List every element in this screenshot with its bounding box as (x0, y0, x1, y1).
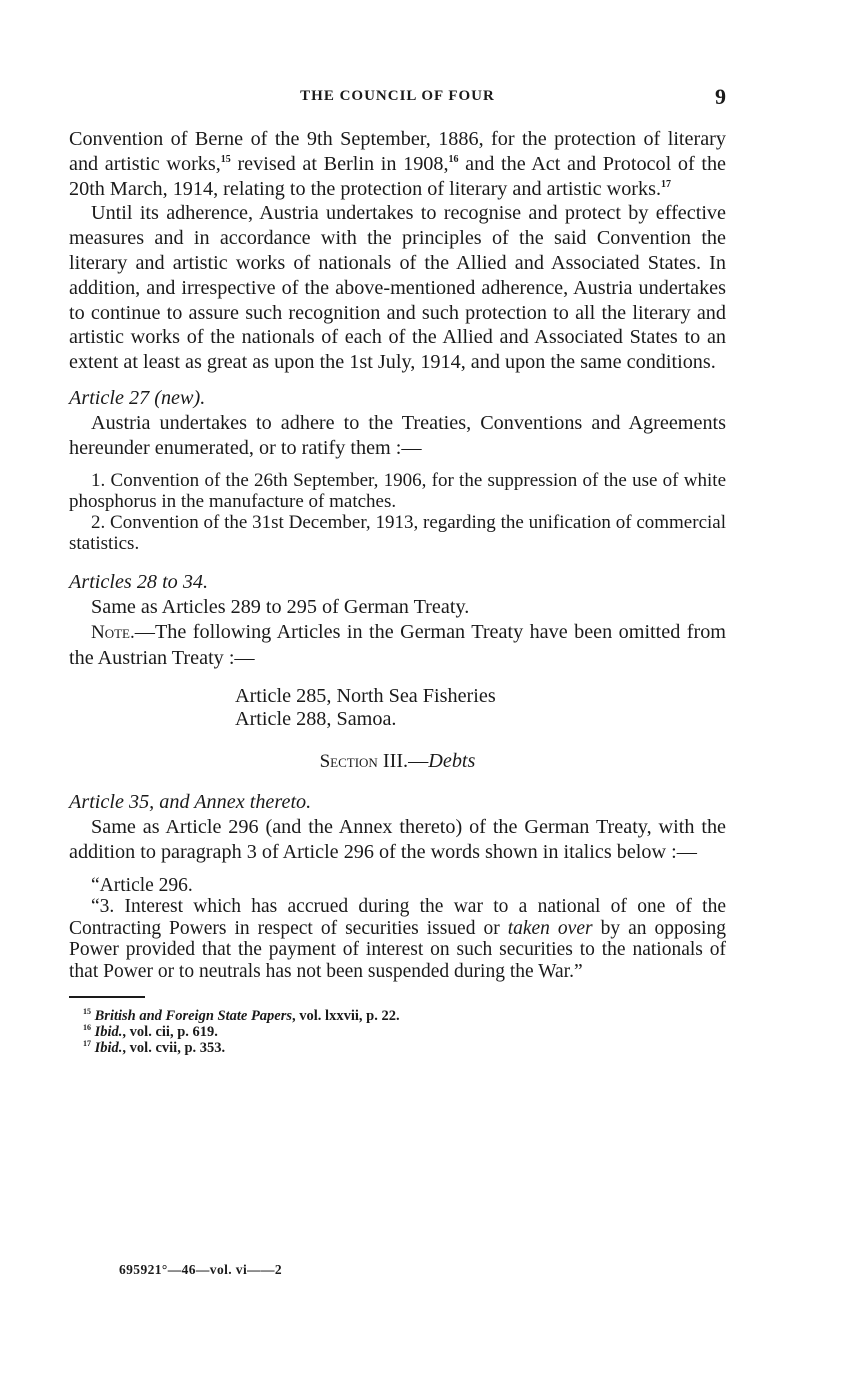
footnote-ref-15: 15 (220, 153, 231, 165)
footnote-ref-17: 17 (661, 178, 672, 190)
heading-new: new (160, 386, 194, 409)
convention-list (69, 470, 726, 554)
footnote (83, 1024, 726, 1040)
quote-paragraph (69, 896, 726, 982)
quoted-article (69, 875, 726, 983)
list-item: Article 288, Samoa. (235, 707, 397, 730)
heading-articles-28-34: Articles 28 to 34. (69, 571, 209, 594)
section-label: Section (319, 750, 378, 772)
quote-italic: taken over (507, 917, 593, 939)
note-text: —The following Articles in the German Treaty have been omitted from the Austrian Treaty :— (69, 620, 726, 669)
list-item: 2. Convention of the 31st December, 1913, regarding the unification of commercial statistics. (69, 512, 726, 555)
section-title (69, 749, 726, 775)
running-title: THE COUNCIL OF FOUR (300, 88, 495, 104)
paragraph-note (69, 620, 726, 671)
omitted-articles-list (235, 685, 726, 731)
heading-text: ). (193, 386, 206, 409)
quote-title: “Article 296. (91, 874, 193, 896)
paragraph-text: Convention of Berne of the 9th September, 1886, for the protection of literary and artistic works, (69, 128, 726, 175)
note-label: Note. (91, 621, 135, 643)
paragraph-text: and the Act and Protocol of the 20th March, 1914, relating to the protection of literary and artistic works. (69, 152, 726, 200)
paragraph-articles-28-34: Same as Articles 289 to 295 of German Treaty. (91, 596, 470, 619)
page-number: 9 (715, 84, 726, 109)
footnote-divider (69, 996, 145, 998)
paragraph-adherence: Until its adherence, Austria undertakes to recognise and protect by effective measures and in accordance with the principles of the said Convention the literary and artistic works of nationals of the Allied and Associated States. In addition, and irrespective of the above-mentioned adherence, Austria undertakes to continue to assure such recognition and such protection to all the literary and artistic works of the nationals of each of the Allied and Associated States to an extent at least as great as upon the 1st July, 1914, and upon the same conditions. (69, 202, 726, 374)
footnote-ref-16: 16 (448, 153, 459, 165)
section-number: III.— (377, 749, 429, 772)
paragraph-article-27-intro: Austria undertakes to adhere to the Treaties, Conventions and Agreements hereunder enumerated, or to ratify them :— (69, 411, 726, 459)
section-name: Debts (428, 749, 476, 772)
list-item: 1. Convention of the 26th September, 1906, for the suppression of the use of white phosphorus in the manufacture of matches. (69, 470, 726, 513)
footnote-ref: , vol. lxxvii, p. 22. (292, 1008, 400, 1025)
quote-text: “3. Interest which has accrued during the war to a national of one of the Contracting Powers in respect of securities issued or (69, 896, 726, 939)
printer-imprint: 695921°—46—vol. vi——2 (119, 1262, 283, 1277)
running-head (69, 86, 726, 108)
footnote-number: 16 (83, 1023, 91, 1033)
footnote (83, 1040, 726, 1056)
footnote-source: British and Foreign State Papers (94, 1008, 293, 1025)
list-item: Article 285, North Sea Fisheries (235, 684, 496, 707)
document-body (69, 127, 726, 1056)
paragraph-text: revised at Berlin in 1908, (230, 152, 449, 175)
footnotes (69, 1008, 726, 1056)
heading-article-35: Article 35, and Annex thereto. (69, 791, 312, 814)
footnote-source: Ibid. (94, 1040, 123, 1057)
footnote-number: 17 (83, 1039, 91, 1049)
paragraph-article-35: Same as Article 296 (and the Annex thereto) of the German Treaty, with the addition to paragraph 3 of Article 296 of the words shown in italics below :— (69, 816, 726, 863)
footnote-ref: , vol. cvii, p. 353. (122, 1040, 226, 1057)
quote-text: by an opposing Power provided that the payment of interest on such securities to the nationals of that Power or to neutrals has not been suspended during the War.” (69, 917, 726, 982)
heading-article-27 (69, 386, 726, 411)
heading-text: Article 27 ( (69, 386, 161, 409)
footnote-source: Ibid. (94, 1024, 123, 1041)
footnote (83, 1008, 726, 1024)
footnote-number: 15 (83, 1007, 91, 1017)
footnote-ref: , vol. cii, p. 619. (122, 1024, 218, 1041)
paragraph-berne-convention (69, 127, 726, 201)
